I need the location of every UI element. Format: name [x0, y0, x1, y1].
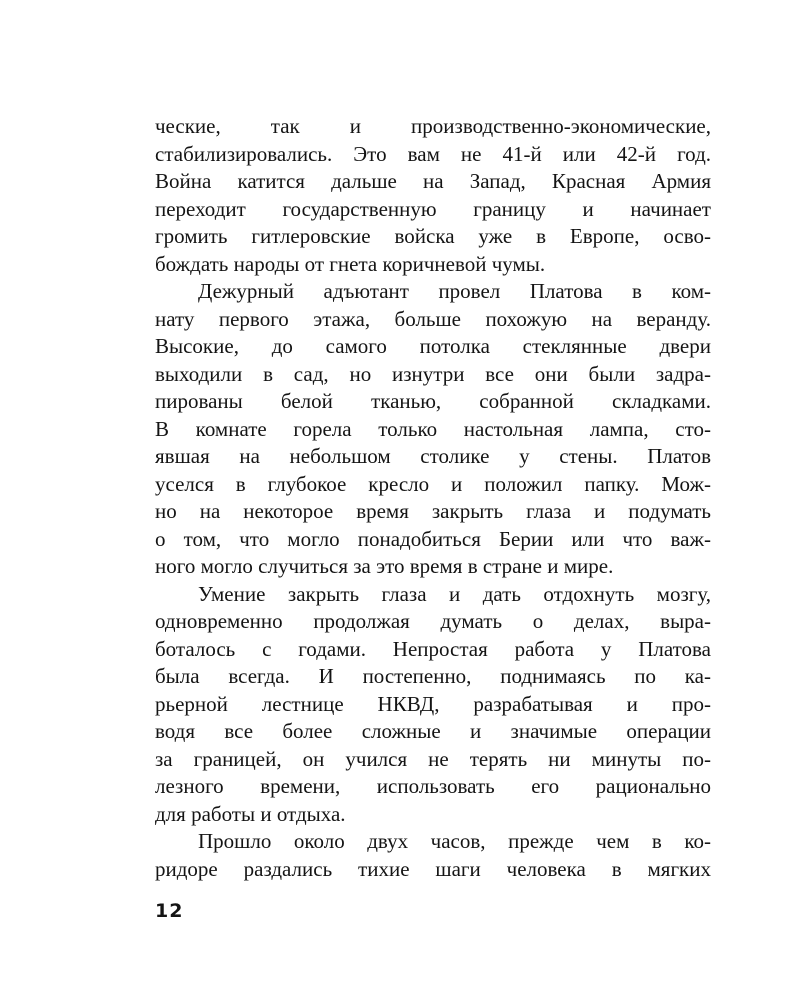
text-line: Высокие, до самого потолка стеклянные двери — [155, 334, 711, 358]
text-line: была всегда. И постепенно, поднимаясь по ка- — [155, 664, 711, 688]
text-line: водя все более сложные и значимые операции — [155, 719, 711, 743]
text-line: громить гитлеровские войска уже в Европе, осво- — [155, 224, 711, 248]
text-line: ридоре раздались тихие шаги человека в мягких — [155, 856, 711, 881]
text-line: выходили в сад, но изнутри все они были задра- — [155, 361, 711, 386]
text-line: для работы и отдыха. — [155, 801, 346, 826]
text-line: Дежурный адъютант провел Платова в ком- — [198, 279, 711, 303]
paragraph — [155, 828, 711, 883]
text-line: Прошло около двух часов, прежде чем в ко- — [198, 829, 711, 853]
text-line: но на некоторое время закрыть глаза и подумать — [155, 499, 711, 523]
text-line: явшая на небольшом столике у стены. Платов — [155, 444, 711, 468]
text-line: боталось с годами. Непростая работа у Платова — [155, 636, 711, 661]
text-line: стабилизировались. Это вам не 41-й или 42-й год. — [155, 141, 711, 166]
paragraph — [155, 278, 711, 581]
page-body-text — [155, 113, 711, 883]
text-line: лезного времени, использовать его рационально — [155, 774, 711, 798]
text-line: пированы белой тканью, собранной складками. — [155, 389, 711, 413]
paragraph — [155, 113, 711, 278]
text-line: В комнате горела только настольная лампа, сто- — [155, 416, 711, 441]
page-number: 12 — [155, 900, 184, 922]
text-line: переходит государственную границу и начинает — [155, 196, 711, 221]
text-line: за границей, он учился не терять ни минуты по- — [155, 746, 711, 771]
text-line: нату первого этажа, больше похожую на веранду. — [155, 306, 711, 331]
text-line: ческие, так и производственно-экономические, — [155, 114, 711, 138]
text-line: Умение закрыть глаза и дать отдохнуть мозгу, — [198, 581, 711, 606]
paragraph — [155, 581, 711, 829]
text-line: рьерной лестнице НКВД, разрабатывая и про- — [155, 691, 711, 716]
text-line: Война катится дальше на Запад, Красная Армия — [155, 169, 711, 193]
text-line: бождать народы от гнета коричневой чумы. — [155, 251, 546, 276]
text-line: одновременно продолжая думать о делах, выра- — [155, 609, 711, 633]
text-line: ного могло случиться за это время в стране и мире. — [155, 554, 614, 578]
text-line: уселся в глубокое кресло и положил папку. Мож- — [155, 471, 711, 496]
text-line: о том, что могло понадобиться Берии или что важ- — [155, 526, 711, 551]
